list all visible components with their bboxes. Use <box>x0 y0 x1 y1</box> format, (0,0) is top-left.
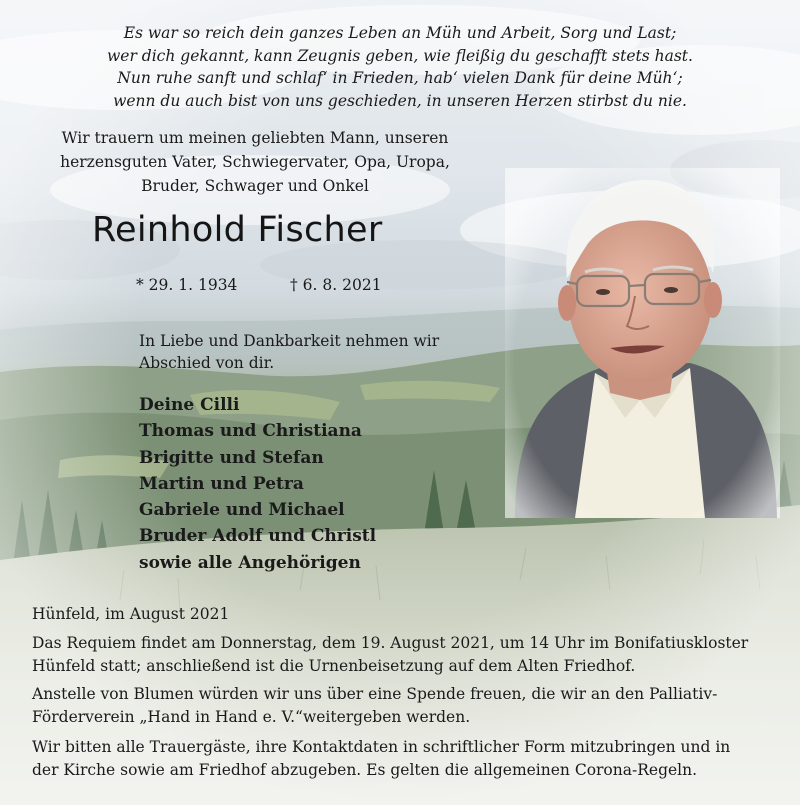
farewell-text <box>139 330 439 374</box>
signer: Gabriele und Michael <box>139 500 345 521</box>
poem-line: Es war so reich dein ganzes Leben an Müh und Arbeit, Sorg und Last; <box>123 24 677 42</box>
poem-line: wenn du auch bist von uns geschieden, in unseren Herzen stirbst du nie. <box>113 91 687 110</box>
farewell-line: In Liebe und Dankbarkeit nehmen wir <box>139 332 440 350</box>
birth-date: * 29. 1. 1934 <box>136 276 238 294</box>
signer: Bruder Adolf und Christl <box>139 526 377 547</box>
deceased-name: Reinhold Fischer <box>92 210 383 250</box>
corona-info <box>32 736 772 781</box>
signer: Brigitte und Stefan <box>139 447 324 468</box>
poem <box>0 22 800 112</box>
mourning-statement <box>20 126 490 198</box>
signer: Deine Cilli <box>139 395 240 415</box>
signer: Martin und Petra <box>139 473 304 494</box>
place-date: Hünfeld, im August 2021 <box>32 605 230 623</box>
donation-info <box>32 683 772 728</box>
mourning-line: herzensguten Vater, Schwiegervater, Opa, Uropa, <box>60 153 450 171</box>
requiem-line: Hünfeld statt; anschließend ist die Urnenbeisetzung auf dem Alten Friedhof. <box>32 656 636 675</box>
requiem-line: Das Requiem findet am Donnerstag, dem 19. August 2021, um 14 Uhr im Bonifatiuskloster <box>32 634 749 652</box>
signer: sowie alle Angehörigen <box>139 552 361 573</box>
signers-list <box>139 392 376 576</box>
mourning-line: Wir trauern um meinen geliebten Mann, unseren <box>61 129 449 147</box>
poem-line: wer dich gekannt, kann Zeugnis geben, wie fleißig du geschafft stets hast. <box>107 46 693 65</box>
mourning-line: Bruder, Schwager und Onkel <box>141 177 369 195</box>
requiem-info <box>32 632 772 677</box>
corona-line: der Kirche sowie am Friedhof abzugeben. Es gelten die allgemeinen Corona-Regeln. <box>32 760 698 779</box>
donation-line: Anstelle von Blumen würden wir uns über eine Spende freuen, die wir an den Palliativ- <box>32 685 718 703</box>
signer: Thomas und Christiana <box>139 421 362 442</box>
corona-line: Wir bitten alle Trauergäste, ihre Kontaktdaten in schriftlicher Form mitzubringen und in <box>32 738 731 756</box>
death-date: † 6. 8. 2021 <box>290 276 382 294</box>
portrait-photo <box>505 168 780 518</box>
donation-line: Förderverein „Hand in Hand e. V.“weitergeben werden. <box>32 707 471 726</box>
farewell-line: Abschied von dir. <box>139 354 275 372</box>
poem-line: Nun ruhe sanft und schlaf‘ in Frieden, hab‘ vielen Dank für deine Müh‘; <box>117 69 683 87</box>
